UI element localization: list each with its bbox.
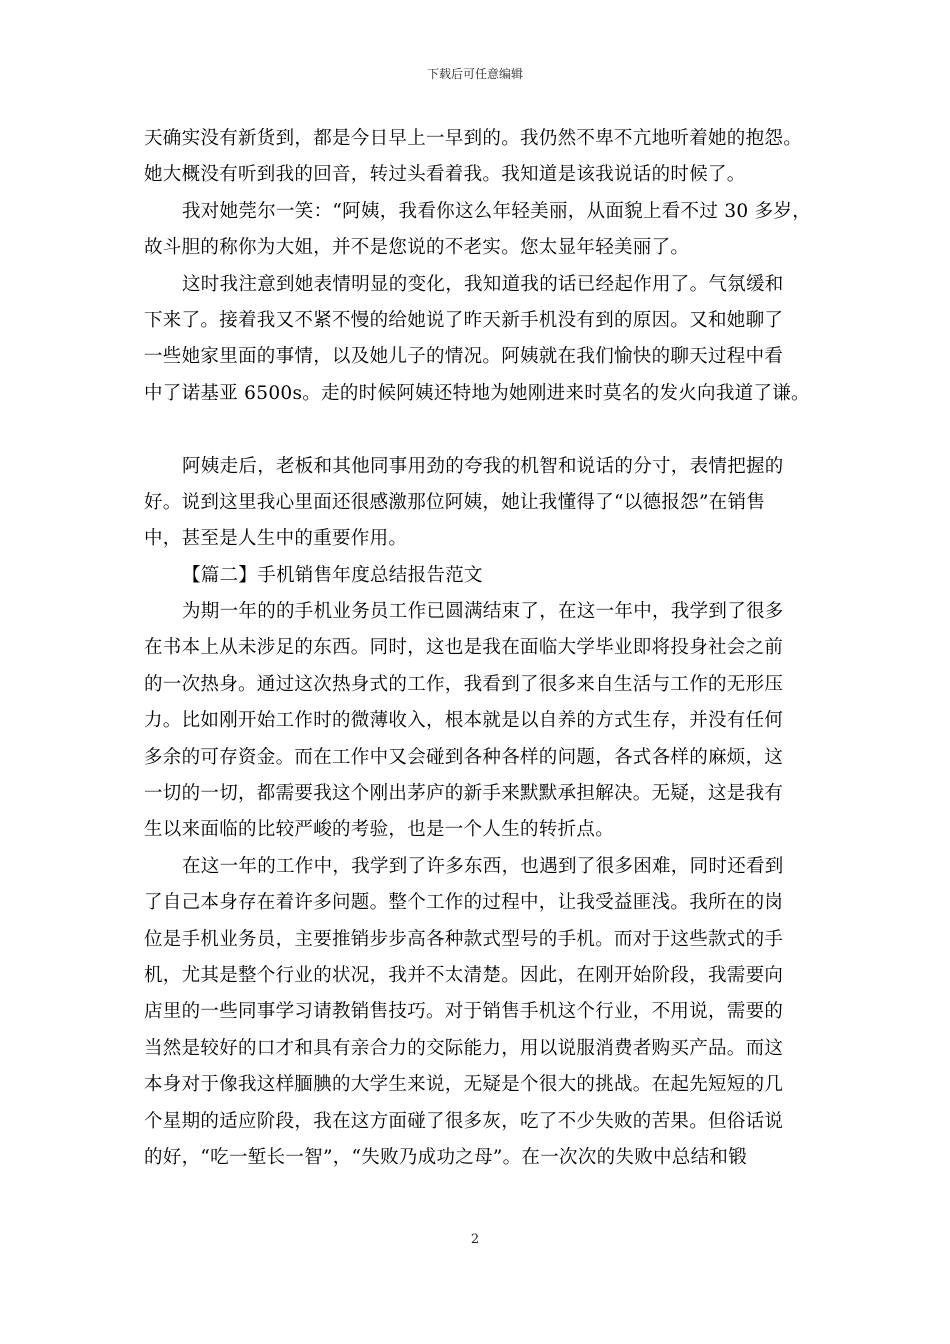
text-line: 好。说到这里我心里面还很感激那位阿姨，她让我懂得了“以德报怨”在销售: [144, 491, 766, 513]
text-line: 生以来面临的比较严峻的考验，也是一个人生的转折点。: [144, 819, 615, 841]
text-line: 阿姨走后，老板和其他同事用劲的夸我的机智和说话的分寸，表情把握的: [182, 455, 784, 477]
text-line: 这时我注意到她表情明显的变化，我知道我的话已经起作用了。气氛缓和: [182, 273, 784, 295]
text-line: 一切的一切，都需要我这个刚出茅庐的新手来默默承担解决。无疑，这是我有: [144, 783, 784, 805]
text-line: 的一次热身。通过这次热身式的工作，我看到了很多来自生活与工作的无形压: [144, 673, 784, 695]
text-line: 故斗胆的称你为大姐，并不是您说的不老实。您太显年轻美丽了。: [144, 237, 690, 259]
page-number: 2: [470, 1232, 480, 1247]
text-line: 一些她家里面的事情，以及她儿子的情况。阿姨就在我们愉快的聊天过程中看: [144, 346, 784, 368]
text-line: 中，甚至是人生中的重要作用。: [144, 528, 408, 550]
text-line: 的好，“吃一堑长一智”，“失败乃成功之母”。在一次次的失败中总结和锻: [144, 1146, 748, 1168]
text-line: 力。比如刚开始工作时的微薄收入，根本就是以自养的方式生存，并没有任何: [144, 710, 784, 732]
page-header: 下载后可任意编辑: [426, 67, 523, 81]
text-line: 我对她莞尔一笑：“阿姨，我看你这么年轻美丽，从面貌上看不过 30 多岁，: [182, 200, 812, 222]
text-line: 本身对于像我这样腼腆的大学生来说，无疑是个很大的挑战。在起先短短的几: [144, 1074, 784, 1096]
text-line: 多余的可存资金。而在工作中又会碰到各种各样的问题，各式各样的麻烦，这: [144, 746, 784, 768]
text-line: 下来了。接着我又不紧不慢的给她说了昨天新手机没有到的原因。又和她聊了: [144, 309, 784, 331]
text-line: 位是手机业务员，主要推销步步高各种款式型号的手机。而对于这些款式的手: [144, 928, 784, 950]
text-line: 她大概没有听到我的回音，转过头看着我。我知道是该我说话的时候了。: [144, 164, 746, 186]
text-line: 了自己本身存在着许多问题。整个工作的过程中，让我受益匪浅。我所在的岗: [144, 892, 784, 914]
text-line: 在这一年的工作中，我学到了许多东西，也遇到了很多困难，同时还看到: [182, 855, 784, 877]
text-line: 中了诺基亚 6500s。走的时候阿姨还特地为她刚进来时莫名的发火向我道了谦。: [144, 382, 810, 404]
blank-line: [144, 412, 814, 448]
text-line: 个星期的适应阶段，我在这方面碰了很多灰，吃了不少失败的苦果。但俗话说: [144, 1110, 784, 1132]
document-body: [144, 121, 814, 1176]
text-line: 天确实没有新货到，都是今日早上一早到的。我仍然不卑不亢地听着她的抱怨。: [144, 128, 803, 149]
text-line: 机，尤其是整个行业的状况，我并不太清楚。因此，在刚开始阶段，我需要向: [144, 964, 784, 986]
text-line: 店里的一些同事学习请教销售技巧。对于销售手机这个行业，不用说，需要的: [144, 1001, 784, 1023]
text-line: 当然是较好的口才和具有亲合力的交际能力，用以说服消费者购买产品。而这: [144, 1037, 784, 1059]
section-title: 【篇二】手机销售年度总结报告范文: [182, 564, 483, 586]
text-line: 在书本上从未涉足的东西。同时，这也是我在面临大学毕业即将投身社会之前: [144, 637, 784, 659]
text-line: 为期一年的的手机业务员工作已圆满结束了，在这一年中，我学到了很多: [182, 601, 784, 623]
